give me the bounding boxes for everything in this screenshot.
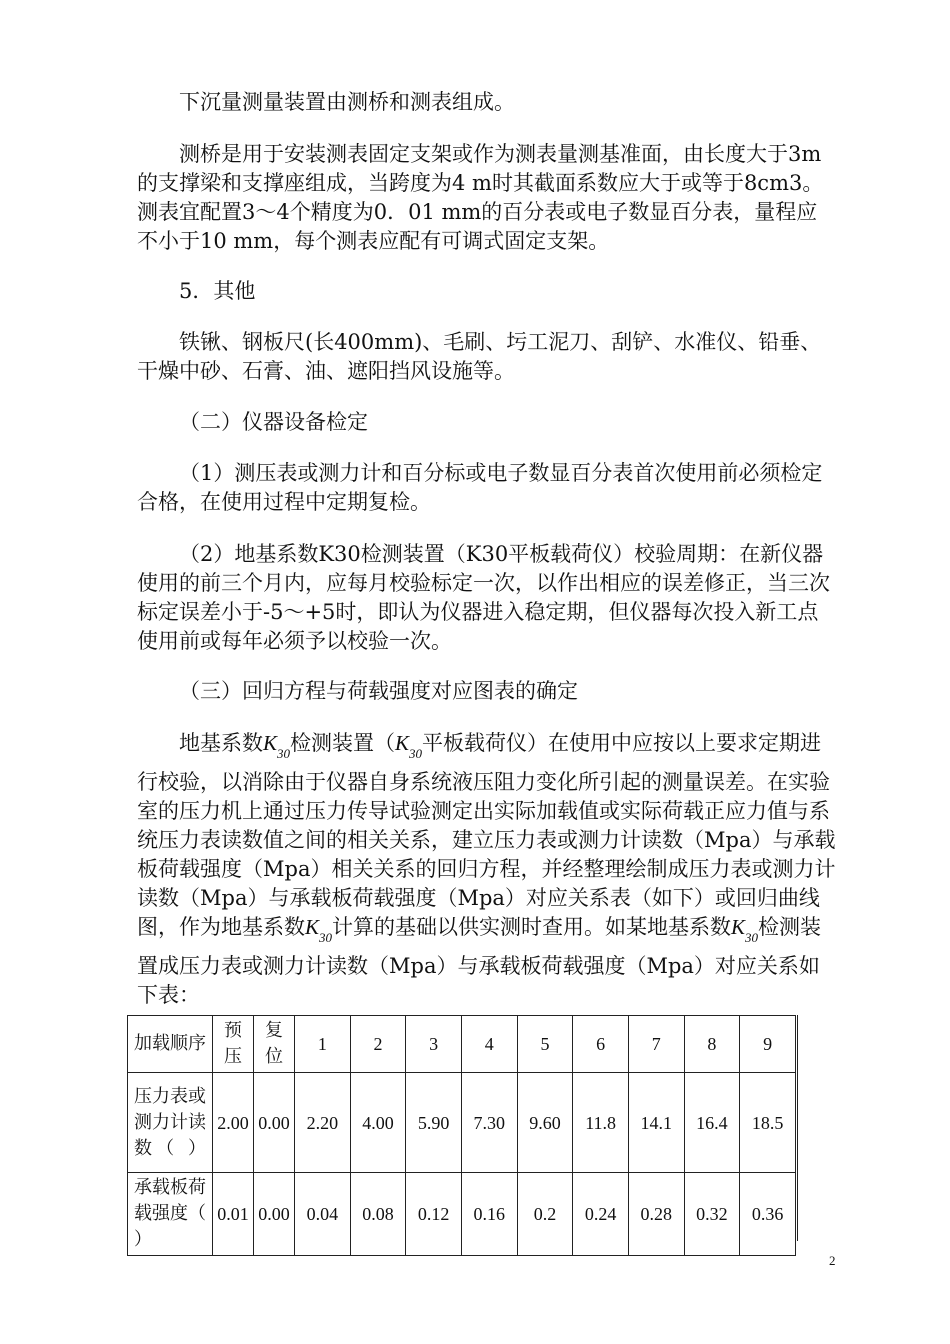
table-cell: 16.4 [684,1073,740,1173]
table-header-cell: 3 [406,1016,462,1073]
paragraph-tools-list: 铁锹、钢板尺(长400mm)、毛刷、圬工泥刀、刮铲、水准仪、铅垂、干燥中砂、石膏、油、遮阳挡风设施等。 [137,330,822,383]
table-cell: 18.5 [740,1073,796,1173]
table-cell: 0.24 [573,1173,629,1256]
k30-symbol: $K_{30}$ [305,915,333,945]
table-cell: 0.00 [254,1073,295,1173]
table-cell: 0.36 [740,1173,796,1256]
table-header-cell: 5 [517,1016,573,1073]
heading-regression-equation: （三）回归方程与荷载强度对应图表的确定 [179,679,578,703]
k30-symbol: $K_{30}$ [731,915,759,945]
table-cell: 0.01 [213,1173,254,1256]
paragraph-calibration-1: （1）测压表或测力计和百分标或电子数显百分表首次使用前必须检定合格，在使用过程中定期复检。 [137,461,823,514]
heading-instrument-calibration: （二）仪器设备检定 [179,410,368,434]
table-header-cell: 8 [684,1016,740,1073]
p6-part-d: 计算的基础以供实测时查用。如某地基系数 [332,915,732,939]
table-right-border-line [797,1015,798,1241]
heading-others: 5．其他 [179,279,256,303]
table-cell: 0.2 [517,1173,573,1256]
p6-part-b: 检测装置（ [290,731,396,755]
paragraph-measuring-bridge: 测桥是用于安装测表固定支架或作为测表量测基准面，由长度大于3m的支撑梁和支撑座组成，当跨度为4 m时其截面系数应大于或等于8cm3。测表宜配置3～4个精度为0．01 mm的百分表或电子数显百分表，量程应不小于10 mm，每个测表应配有可调式固定支架。 [137,142,824,253]
p6-part-c: 平板载荷仪）在使用中应按以上要求定期进行校验，以消除由于仪器自身系统液压阻力变化所引起的测量误差。在实验室的压力机上通过压力传导试验测定出实际加载值或实际荷载正应力值与系统压力表读数值之间的相关关系，建立压力表或测力计读数（Mpa）与承载板荷载强度（Mpa）相关关系的回归方程，并经整理绘制成压力表或测力计读数（Mpa）与承载板荷载强度（Mpa）对应关系表（如下）或回归曲线图，作为地基系数 [137,731,836,939]
k30-symbol: $K_{30}$ [263,731,291,761]
page-number: 2 [829,1253,836,1268]
paragraph-calibration-2: （2）地基系数K30检测装置（K30平板载荷仪）校验周期：在新仪器使用的前三个月内，应每月校验标定一次，以作出相应的误差修正，当三次标定误差小于-5～+5时，即认为仪器进入稳定期，但仪器每次投入新工点使用前或每年必须予以校验一次。 [137,542,830,653]
table-header-cell: 预压 [213,1016,254,1073]
table-header-cell: 加载顺序 [128,1016,213,1073]
table-row [128,1173,796,1256]
table-row [128,1073,796,1173]
p6-part-e: 检测装置成压力表或测力计读数（Mpa）与承载板荷载强度（Mpa）对应关系如下表： [137,915,822,1007]
table-cell: 2.20 [295,1073,351,1173]
table-cell: 0.12 [406,1173,462,1256]
table-cell: 0.00 [254,1173,295,1256]
table-header-cell: 7 [628,1016,684,1073]
table-header-cell: 1 [295,1016,351,1073]
table-header-cell: 6 [573,1016,629,1073]
paragraph-regression-body [137,729,837,1010]
table-cell: 0.04 [295,1173,351,1256]
table-header-row [128,1016,796,1073]
table-header-cell: 复位 [254,1016,295,1073]
table-header-cell: 4 [461,1016,517,1073]
table-cell: 0.32 [684,1173,740,1256]
table-cell: 2.00 [213,1073,254,1173]
table-header-cell: 9 [740,1016,796,1073]
table-cell: 0.16 [461,1173,517,1256]
table-cell: 11.8 [573,1073,629,1173]
row-label-load-strength: 承载板荷载强度（ ） [128,1173,213,1256]
table-cell: 5.90 [406,1073,462,1173]
calibration-table [127,1015,796,1256]
k30-symbol: $K_{30}$ [395,731,423,761]
table-cell: 0.08 [350,1173,406,1256]
table-cell: 0.28 [628,1173,684,1256]
table-cell: 4.00 [350,1073,406,1173]
table-header-cell: 2 [350,1016,406,1073]
table-cell: 7.30 [461,1073,517,1173]
table-cell: 9.60 [517,1073,573,1173]
table-cell: 14.1 [628,1073,684,1173]
row-label-pressure-reading: 压力表或测力计读数（ ） [128,1073,213,1173]
p6-part-a: 地基系数 [179,731,263,755]
paragraph-measuring-device: 下沉量测量装置由测桥和测表组成。 [179,90,515,114]
